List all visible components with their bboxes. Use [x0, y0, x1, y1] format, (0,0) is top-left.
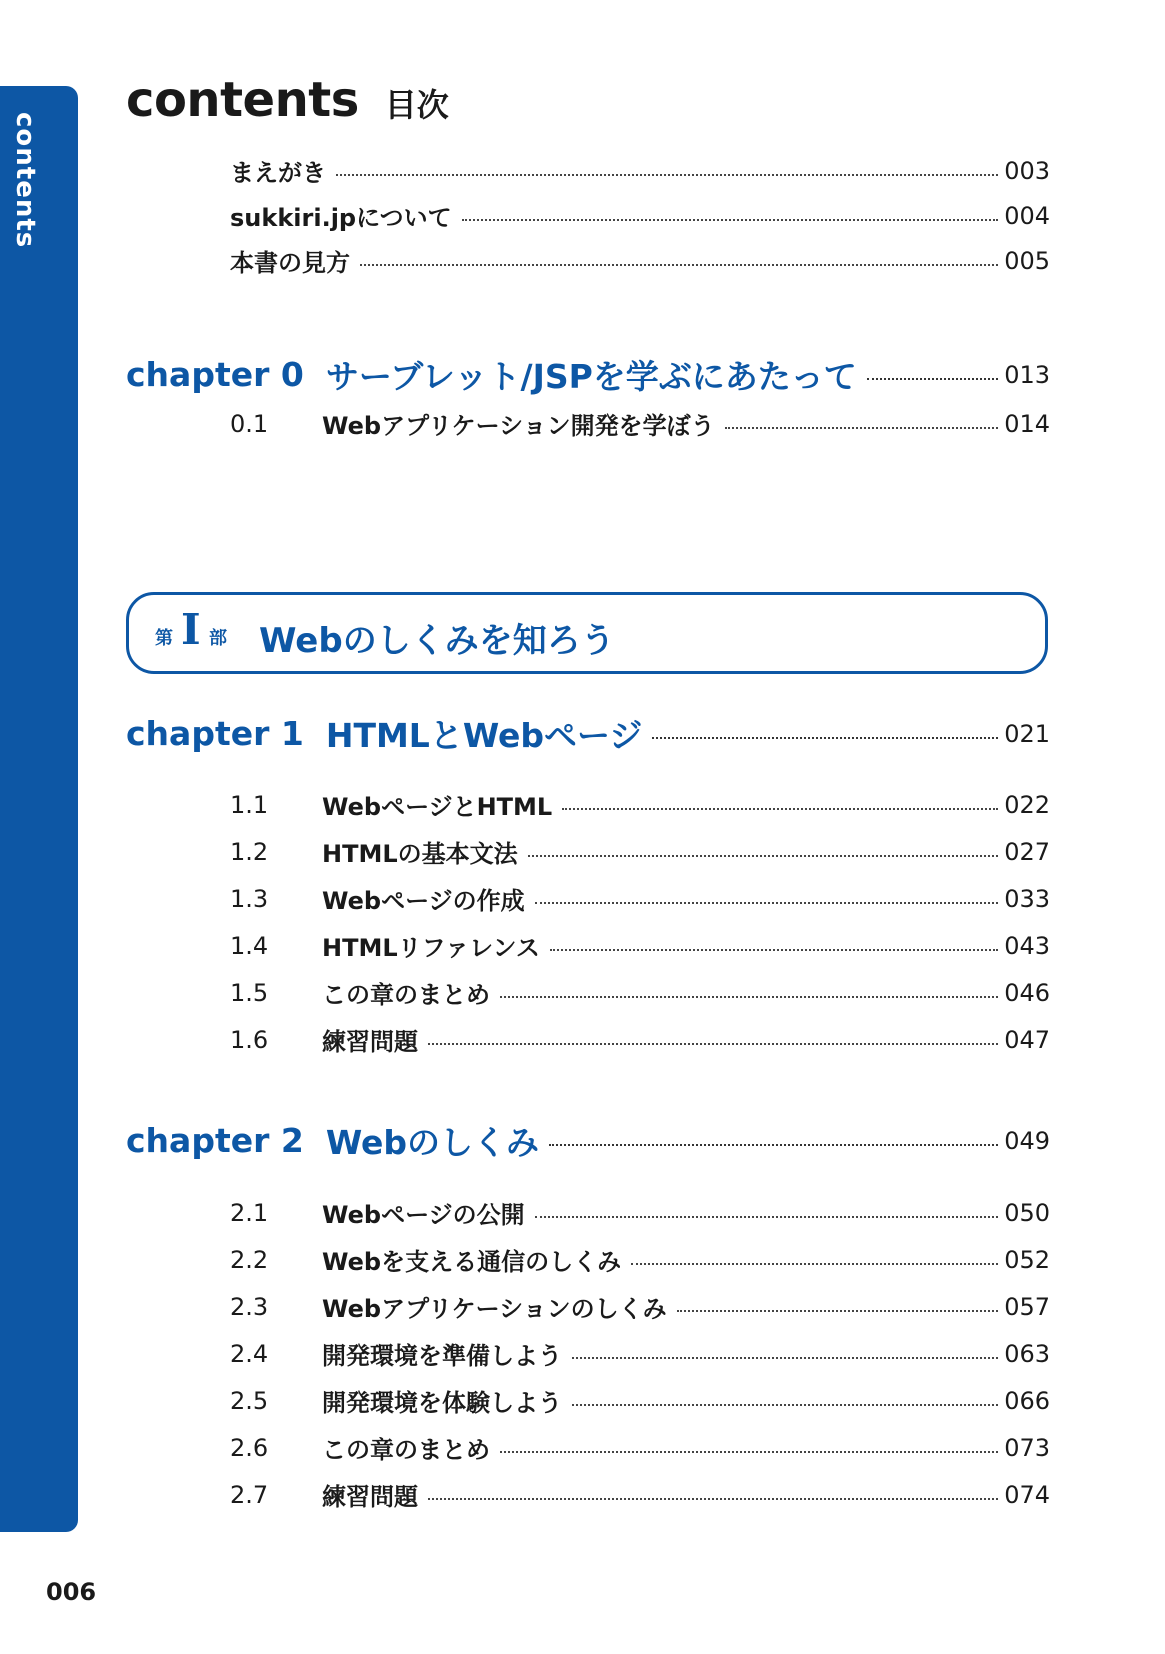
toc-section-1-4[interactable] — [230, 928, 1050, 963]
toc-page-number: 021 — [1004, 719, 1050, 748]
toc-section-2-6[interactable] — [230, 1430, 1050, 1465]
section-title: Webを支える通信のしくみ — [322, 1248, 622, 1276]
section-title: この章のまとめ — [322, 1436, 490, 1464]
toc-section-1-2[interactable] — [230, 834, 1050, 869]
toc-chapter-1[interactable] — [126, 710, 1050, 757]
leader-dots — [572, 1357, 998, 1359]
toc-page-number: 046 — [1004, 978, 1050, 1007]
leader-dots — [677, 1310, 999, 1312]
leader-dots — [360, 264, 998, 266]
toc-page-number: 074 — [1004, 1480, 1050, 1509]
toc-entry-sukkiri[interactable] — [230, 198, 1050, 233]
toc-entry-title: sukkiri.jpについて — [230, 204, 452, 232]
section-title: WebページとHTML — [322, 793, 553, 821]
chapter-title: サーブレット/JSPを学ぶにあたって — [325, 357, 857, 396]
toc-page-number: 066 — [1004, 1386, 1050, 1415]
toc-page-number: 003 — [1004, 156, 1050, 185]
toc-page-number: 013 — [1004, 360, 1050, 389]
leader-dots — [652, 737, 998, 739]
toc-page-number: 073 — [1004, 1433, 1050, 1462]
page-title-en: contents — [126, 72, 359, 128]
section-number: 1.5 — [230, 978, 269, 1007]
section-number: 1.1 — [230, 790, 269, 819]
toc-section-1-5[interactable] — [230, 975, 1050, 1010]
leader-dots — [428, 1043, 998, 1045]
toc-section-2-4[interactable] — [230, 1336, 1050, 1371]
toc-section-2-1[interactable] — [230, 1195, 1050, 1230]
toc-page-number: 063 — [1004, 1339, 1050, 1368]
toc-section-2-5[interactable] — [230, 1383, 1050, 1418]
section-title: 開発環境を体験しよう — [322, 1389, 562, 1417]
part-prefix: 第 — [155, 628, 173, 649]
toc-page-number: 043 — [1004, 931, 1050, 960]
section-number: 2.3 — [230, 1292, 269, 1321]
section-number: 2.4 — [230, 1339, 269, 1368]
part-numeral: I — [181, 605, 201, 654]
section-number: 1.4 — [230, 931, 269, 960]
section-number: 2.1 — [230, 1198, 269, 1227]
leader-dots — [428, 1498, 998, 1500]
toc-chapter-2[interactable] — [126, 1117, 1050, 1164]
page-number: 006 — [46, 1578, 97, 1606]
toc-section-0-1[interactable] — [230, 406, 1050, 441]
toc-page-number: 004 — [1004, 201, 1050, 230]
leader-dots — [572, 1404, 998, 1406]
toc-page-number: 033 — [1004, 884, 1050, 913]
toc-page-number: 050 — [1004, 1198, 1050, 1227]
leader-dots — [549, 1144, 998, 1146]
section-title: HTMLリファレンス — [322, 934, 540, 962]
section-number: 2.5 — [230, 1386, 269, 1415]
section-title: 開発環境を準備しよう — [322, 1342, 562, 1370]
section-title: Webページの作成 — [322, 887, 525, 915]
part-title: Webのしくみを知ろう — [259, 621, 615, 661]
toc-entry-title: 本書の見方 — [230, 249, 350, 277]
section-title: HTMLの基本文法 — [322, 840, 518, 868]
toc-entry-title: まえがき — [230, 159, 326, 187]
part-1-banner — [126, 592, 1048, 674]
toc-section-1-3[interactable] — [230, 881, 1050, 916]
section-title: この章のまとめ — [322, 981, 490, 1009]
section-number: 1.6 — [230, 1025, 269, 1054]
toc-chapter-0[interactable] — [126, 351, 1050, 398]
toc-entry-preface[interactable] — [230, 153, 1050, 188]
section-number: 1.3 — [230, 884, 269, 913]
part-suffix: 部 — [209, 628, 227, 649]
leader-dots — [562, 808, 998, 810]
leader-dots — [725, 427, 999, 429]
toc-section-2-7[interactable] — [230, 1477, 1050, 1512]
leader-dots — [462, 219, 999, 221]
toc-section-2-2[interactable] — [230, 1242, 1050, 1277]
toc-section-1-1[interactable] — [230, 787, 1050, 822]
section-title: 練習問題 — [322, 1483, 418, 1511]
toc-page-number: 052 — [1004, 1245, 1050, 1274]
leader-dots — [336, 174, 998, 176]
toc-page-number: 047 — [1004, 1025, 1050, 1054]
leader-dots — [550, 949, 998, 951]
section-number: 1.2 — [230, 837, 269, 866]
section-title: Webアプリケーションのしくみ — [322, 1295, 667, 1323]
section-number: 2.2 — [230, 1245, 269, 1274]
leader-dots — [500, 1451, 998, 1453]
leader-dots — [535, 1216, 999, 1218]
toc-section-2-3[interactable] — [230, 1289, 1050, 1324]
leader-dots — [500, 996, 998, 998]
section-number: 0.1 — [230, 409, 269, 438]
toc-page-number: 005 — [1004, 246, 1050, 275]
chapter-label: chapter 2 — [126, 1121, 304, 1160]
page-title — [126, 72, 449, 128]
toc-entry-how-to-read[interactable] — [230, 243, 1050, 278]
chapter-label: chapter 0 — [126, 355, 304, 394]
leader-dots — [867, 378, 998, 380]
toc-section-1-6[interactable] — [230, 1022, 1050, 1057]
side-tab — [0, 86, 78, 1532]
chapter-label: chapter 1 — [126, 714, 304, 753]
toc-page-number: 022 — [1004, 790, 1050, 819]
leader-dots — [528, 855, 999, 857]
leader-dots — [535, 902, 999, 904]
toc-page-number: 014 — [1004, 409, 1050, 438]
section-number: 2.7 — [230, 1480, 269, 1509]
toc-page-number: 057 — [1004, 1292, 1050, 1321]
leader-dots — [631, 1263, 998, 1265]
section-title: 練習問題 — [322, 1028, 418, 1056]
section-number: 2.6 — [230, 1433, 269, 1462]
toc-page-number: 049 — [1004, 1126, 1050, 1155]
chapter-title: HTMLとWebページ — [325, 716, 643, 755]
section-title: Webページの公開 — [322, 1201, 525, 1229]
toc-page-number: 027 — [1004, 837, 1050, 866]
page-title-jp: 目次 — [384, 86, 449, 124]
section-title: Webアプリケーション開発を学ぼう — [322, 412, 715, 440]
side-tab-label: contents — [10, 112, 40, 249]
chapter-title: Webのしくみ — [325, 1123, 540, 1162]
